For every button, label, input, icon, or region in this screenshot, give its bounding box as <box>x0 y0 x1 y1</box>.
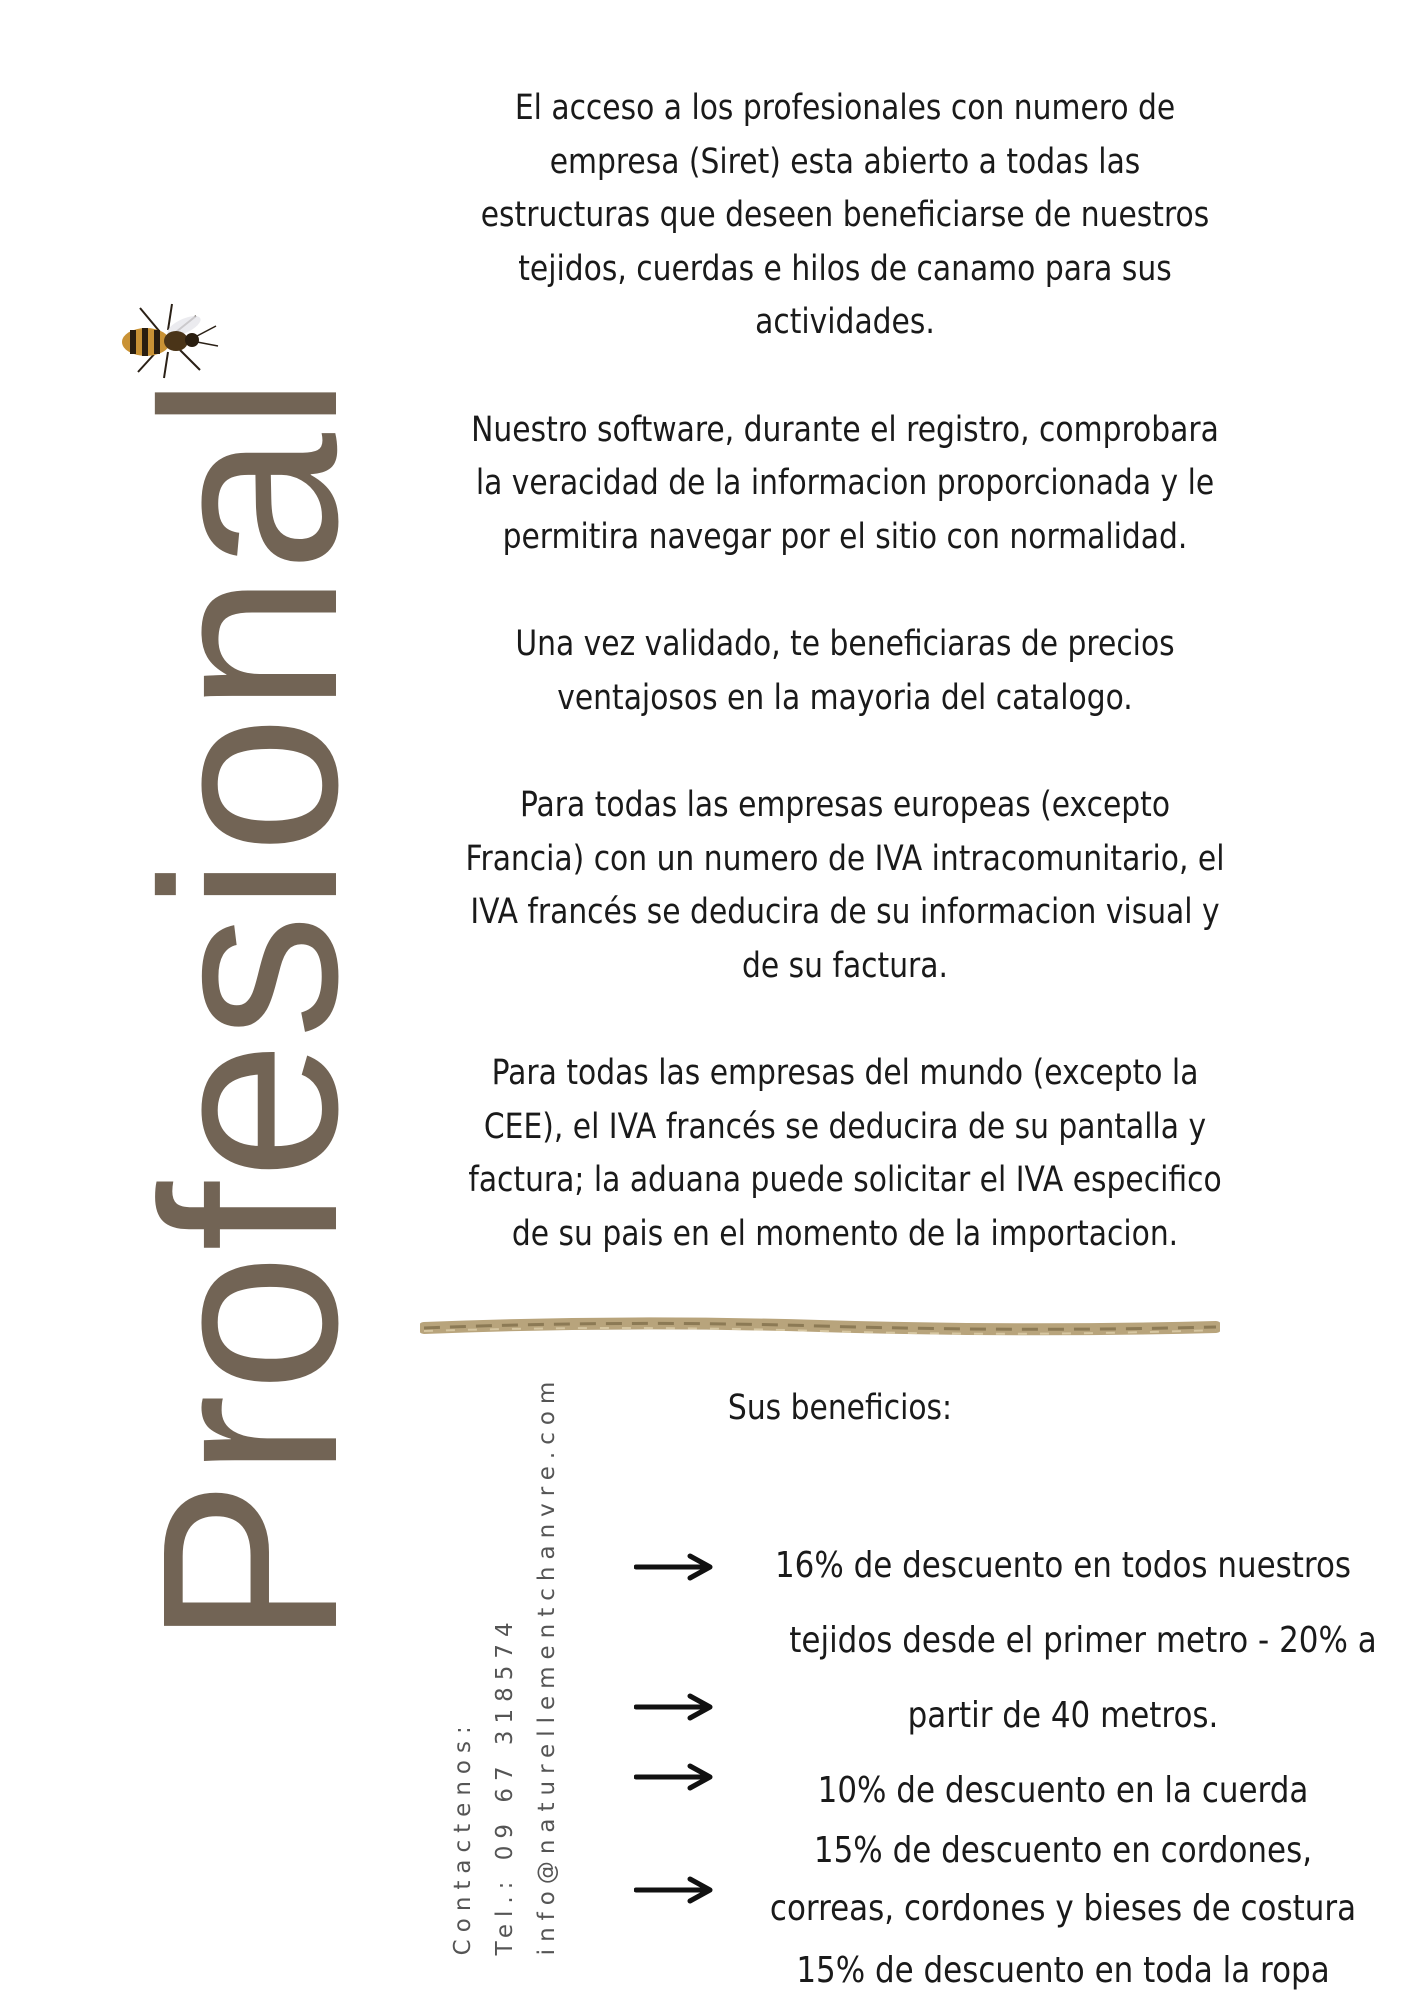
paragraph-validation: Una vez validado, te beneficiaras de precios ventajosos en la mayoria del catalogo. <box>515 624 1175 718</box>
intro-text <box>463 82 1228 1315</box>
page-title: Profesional <box>110 373 389 1647</box>
contact-block <box>442 1375 568 1956</box>
contact-email[interactable]: info@naturellementchanvre.com <box>534 1374 560 1956</box>
benefits-title: Sus beneficios: <box>727 1388 953 1428</box>
arrow-icon <box>634 1875 716 1905</box>
bee-icon <box>110 290 230 390</box>
contact-phone[interactable]: Tel.: 09 67 318574 <box>492 1615 518 1956</box>
benefit-line: 10% de descuento en la cuerda <box>817 1770 1309 1811</box>
benefit-line: partir de 40 metros. <box>907 1695 1219 1736</box>
paragraph-siret: El acceso a los profesionales con numero de empresa (Siret) esta abierto a todas las estructuras que deseen beneficiarse de nuestros tejidos, cuerdas e hilos de canamo para sus actividades. <box>480 88 1210 342</box>
benefit-line: correas, cordones y bieses de costura <box>769 1888 1357 1929</box>
arrow-icon <box>634 1692 716 1722</box>
arrow-icon <box>634 1762 716 1792</box>
arrow-icon <box>634 1552 716 1582</box>
benefit-line: tejidos desde el primer metro - 20% a <box>789 1620 1377 1661</box>
benefit-line: 15% de descuento en cordones, <box>813 1830 1313 1871</box>
contact-label: Contactenos: <box>450 1719 476 1956</box>
paragraph-world: Para todas las empresas del mundo (excepto la CEE), el IVA francés se deducira de su pantalla y factura; la aduana puede solicitar el IVA especifico de su pais en el momento de la importacion. <box>468 1053 1222 1254</box>
paragraph-europe: Para todas las empresas europeas (excepto Francia) con un numero de IVA intracomunitario, el IVA francés se deducira de su informacion visual y de su factura. <box>465 785 1225 986</box>
paragraph-software: Nuestro software, durante el registro, comprobara la veracidad de la informacion proporcionada y le permitira navegar por el sitio con normalidad. <box>471 409 1219 557</box>
rope-divider <box>420 1310 1220 1346</box>
benefit-line: 15% de descuento en toda la ropa <box>796 1950 1330 1991</box>
benefit-line: 16% de descuento en todos nuestros <box>774 1545 1352 1586</box>
